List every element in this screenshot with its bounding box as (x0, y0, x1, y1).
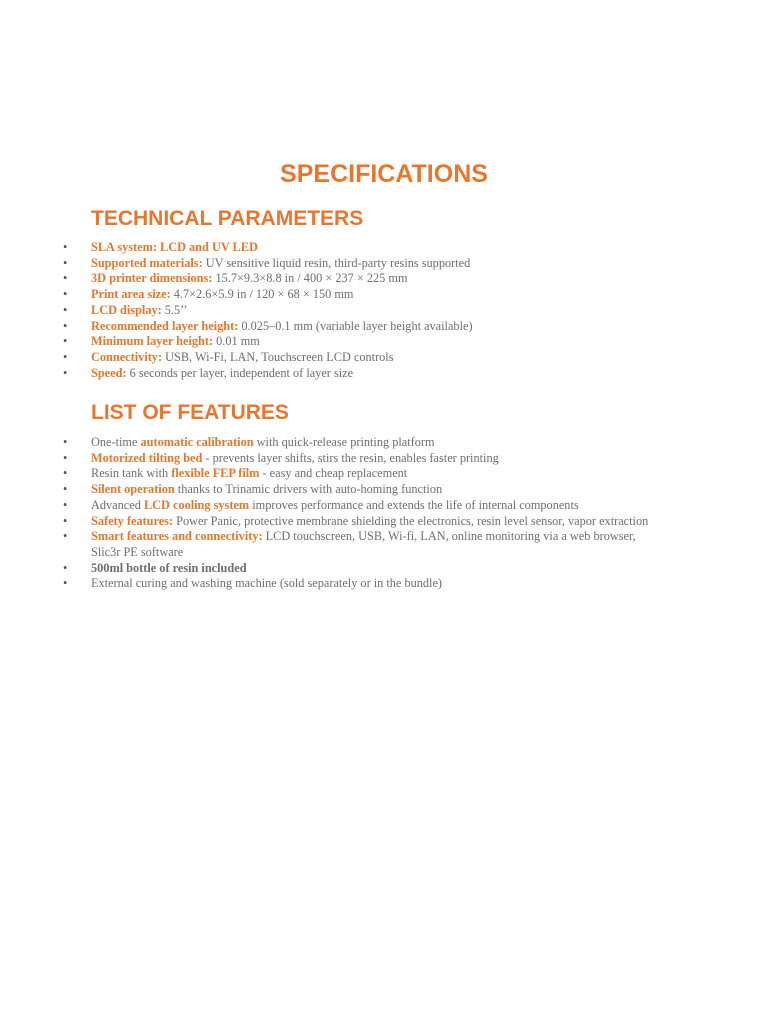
item-text: LCD touchscreen, USB, Wi-fi, LAN, online monitoring via a web browser, Slic3r PE software (91, 529, 636, 559)
bullet-icon: • (63, 240, 68, 254)
item-highlight: Minimum layer height: (91, 334, 214, 349)
item-text: - easy and cheap replacement (259, 466, 408, 481)
technical-parameters-list (0, 240, 768, 381)
item-text: 15.7×9.3×8.8 in / 400 × 237 × 225 mm (212, 271, 408, 286)
list-item (0, 303, 768, 319)
bullet-icon: • (63, 576, 68, 591)
bullet-icon: • (63, 365, 68, 380)
bullet-icon: • (63, 287, 68, 302)
item-highlight: 500ml bottle of resin included (91, 560, 247, 575)
item-text: One-time (91, 435, 141, 449)
item-highlight: Motorized tilting bed (91, 450, 203, 465)
bullet-icon: • (63, 334, 68, 349)
bullet-icon: • (63, 482, 68, 497)
item-text: thanks to Trinamic drivers with auto-homing function (174, 482, 443, 497)
list-item (0, 435, 768, 451)
bullet-icon: • (63, 349, 68, 364)
item-text: 0.025–0.1 mm (variable layer height available) (238, 318, 473, 333)
item-text: 4.7×2.6×5.9 in / 120 × 68 × 150 mm (170, 287, 354, 302)
list-item (0, 529, 768, 560)
list-item (0, 271, 768, 287)
features-list (0, 435, 768, 592)
item-text: 0.01 mm (213, 334, 260, 349)
item-highlight: Speed: (91, 365, 127, 380)
bullet-icon: • (63, 560, 68, 575)
item-text: improves performance and extends the life of internal components (249, 497, 579, 512)
item-highlight: Supported materials: (91, 255, 203, 270)
bullet-icon: • (63, 450, 68, 465)
item-highlight: 3D printer dimensions: (91, 271, 213, 286)
item-text: Resin tank with (91, 466, 172, 481)
item-text: - prevents layer shifts, stirs the resin, enables faster printing (202, 450, 499, 465)
list-item (0, 514, 768, 530)
item-text: Advanced (91, 497, 144, 512)
page-title: SPECIFICATIONS (280, 160, 488, 188)
item-text: USB, Wi-Fi, LAN, Touchscreen LCD controls (162, 349, 394, 364)
bullet-icon: • (63, 271, 68, 286)
item-highlight: Recommended layer height: (91, 318, 239, 333)
item-text: 6 seconds per layer, independent of layer size (126, 365, 354, 380)
technical-parameters-heading: TECHNICAL PARAMETERS (91, 207, 364, 230)
bullet-icon: • (63, 466, 68, 481)
item-highlight: LCD display: (91, 302, 162, 317)
item-text: External curing and washing machine (sold separately or in the bundle) (91, 576, 443, 591)
list-item (0, 350, 768, 366)
list-item (0, 482, 768, 498)
list-item (0, 366, 768, 382)
item-highlight: flexible FEP film (171, 466, 260, 481)
item-text: Power Panic, protective membrane shielding the electronics, resin level sensor, vapor extraction (173, 513, 649, 528)
item-highlight: LCD cooling system (143, 497, 250, 512)
list-item (0, 319, 768, 335)
bullet-icon: • (63, 302, 68, 317)
item-highlight: Silent operation (91, 482, 175, 497)
list-item (0, 256, 768, 272)
item-highlight: Connectivity: (91, 349, 163, 364)
list-item (0, 451, 768, 467)
bullet-icon: • (63, 529, 68, 544)
item-highlight: automatic calibration (140, 435, 254, 449)
item-highlight: Print area size: (91, 287, 171, 302)
item-highlight: SLA system: LCD and UV LED (91, 240, 258, 254)
item-highlight: Safety features: (91, 513, 174, 528)
item-text: with quick-release printing platform (253, 435, 435, 449)
bullet-icon: • (63, 435, 68, 449)
item-highlight: Smart features and connectivity: (91, 529, 263, 544)
item-text: UV sensitive liquid resin, third-party resins supported (202, 255, 471, 270)
bullet-icon: • (63, 255, 68, 270)
list-item (0, 576, 768, 592)
bullet-icon: • (63, 513, 68, 528)
features-heading: LIST OF FEATURES (91, 401, 289, 424)
list-item (0, 334, 768, 350)
list-item (0, 498, 768, 514)
bullet-icon: • (63, 497, 68, 512)
item-text: 5.5’’ (161, 302, 188, 317)
list-item (0, 561, 768, 577)
list-item (0, 240, 768, 256)
list-item (0, 287, 768, 303)
bullet-icon: • (63, 318, 68, 333)
list-item (0, 466, 768, 482)
